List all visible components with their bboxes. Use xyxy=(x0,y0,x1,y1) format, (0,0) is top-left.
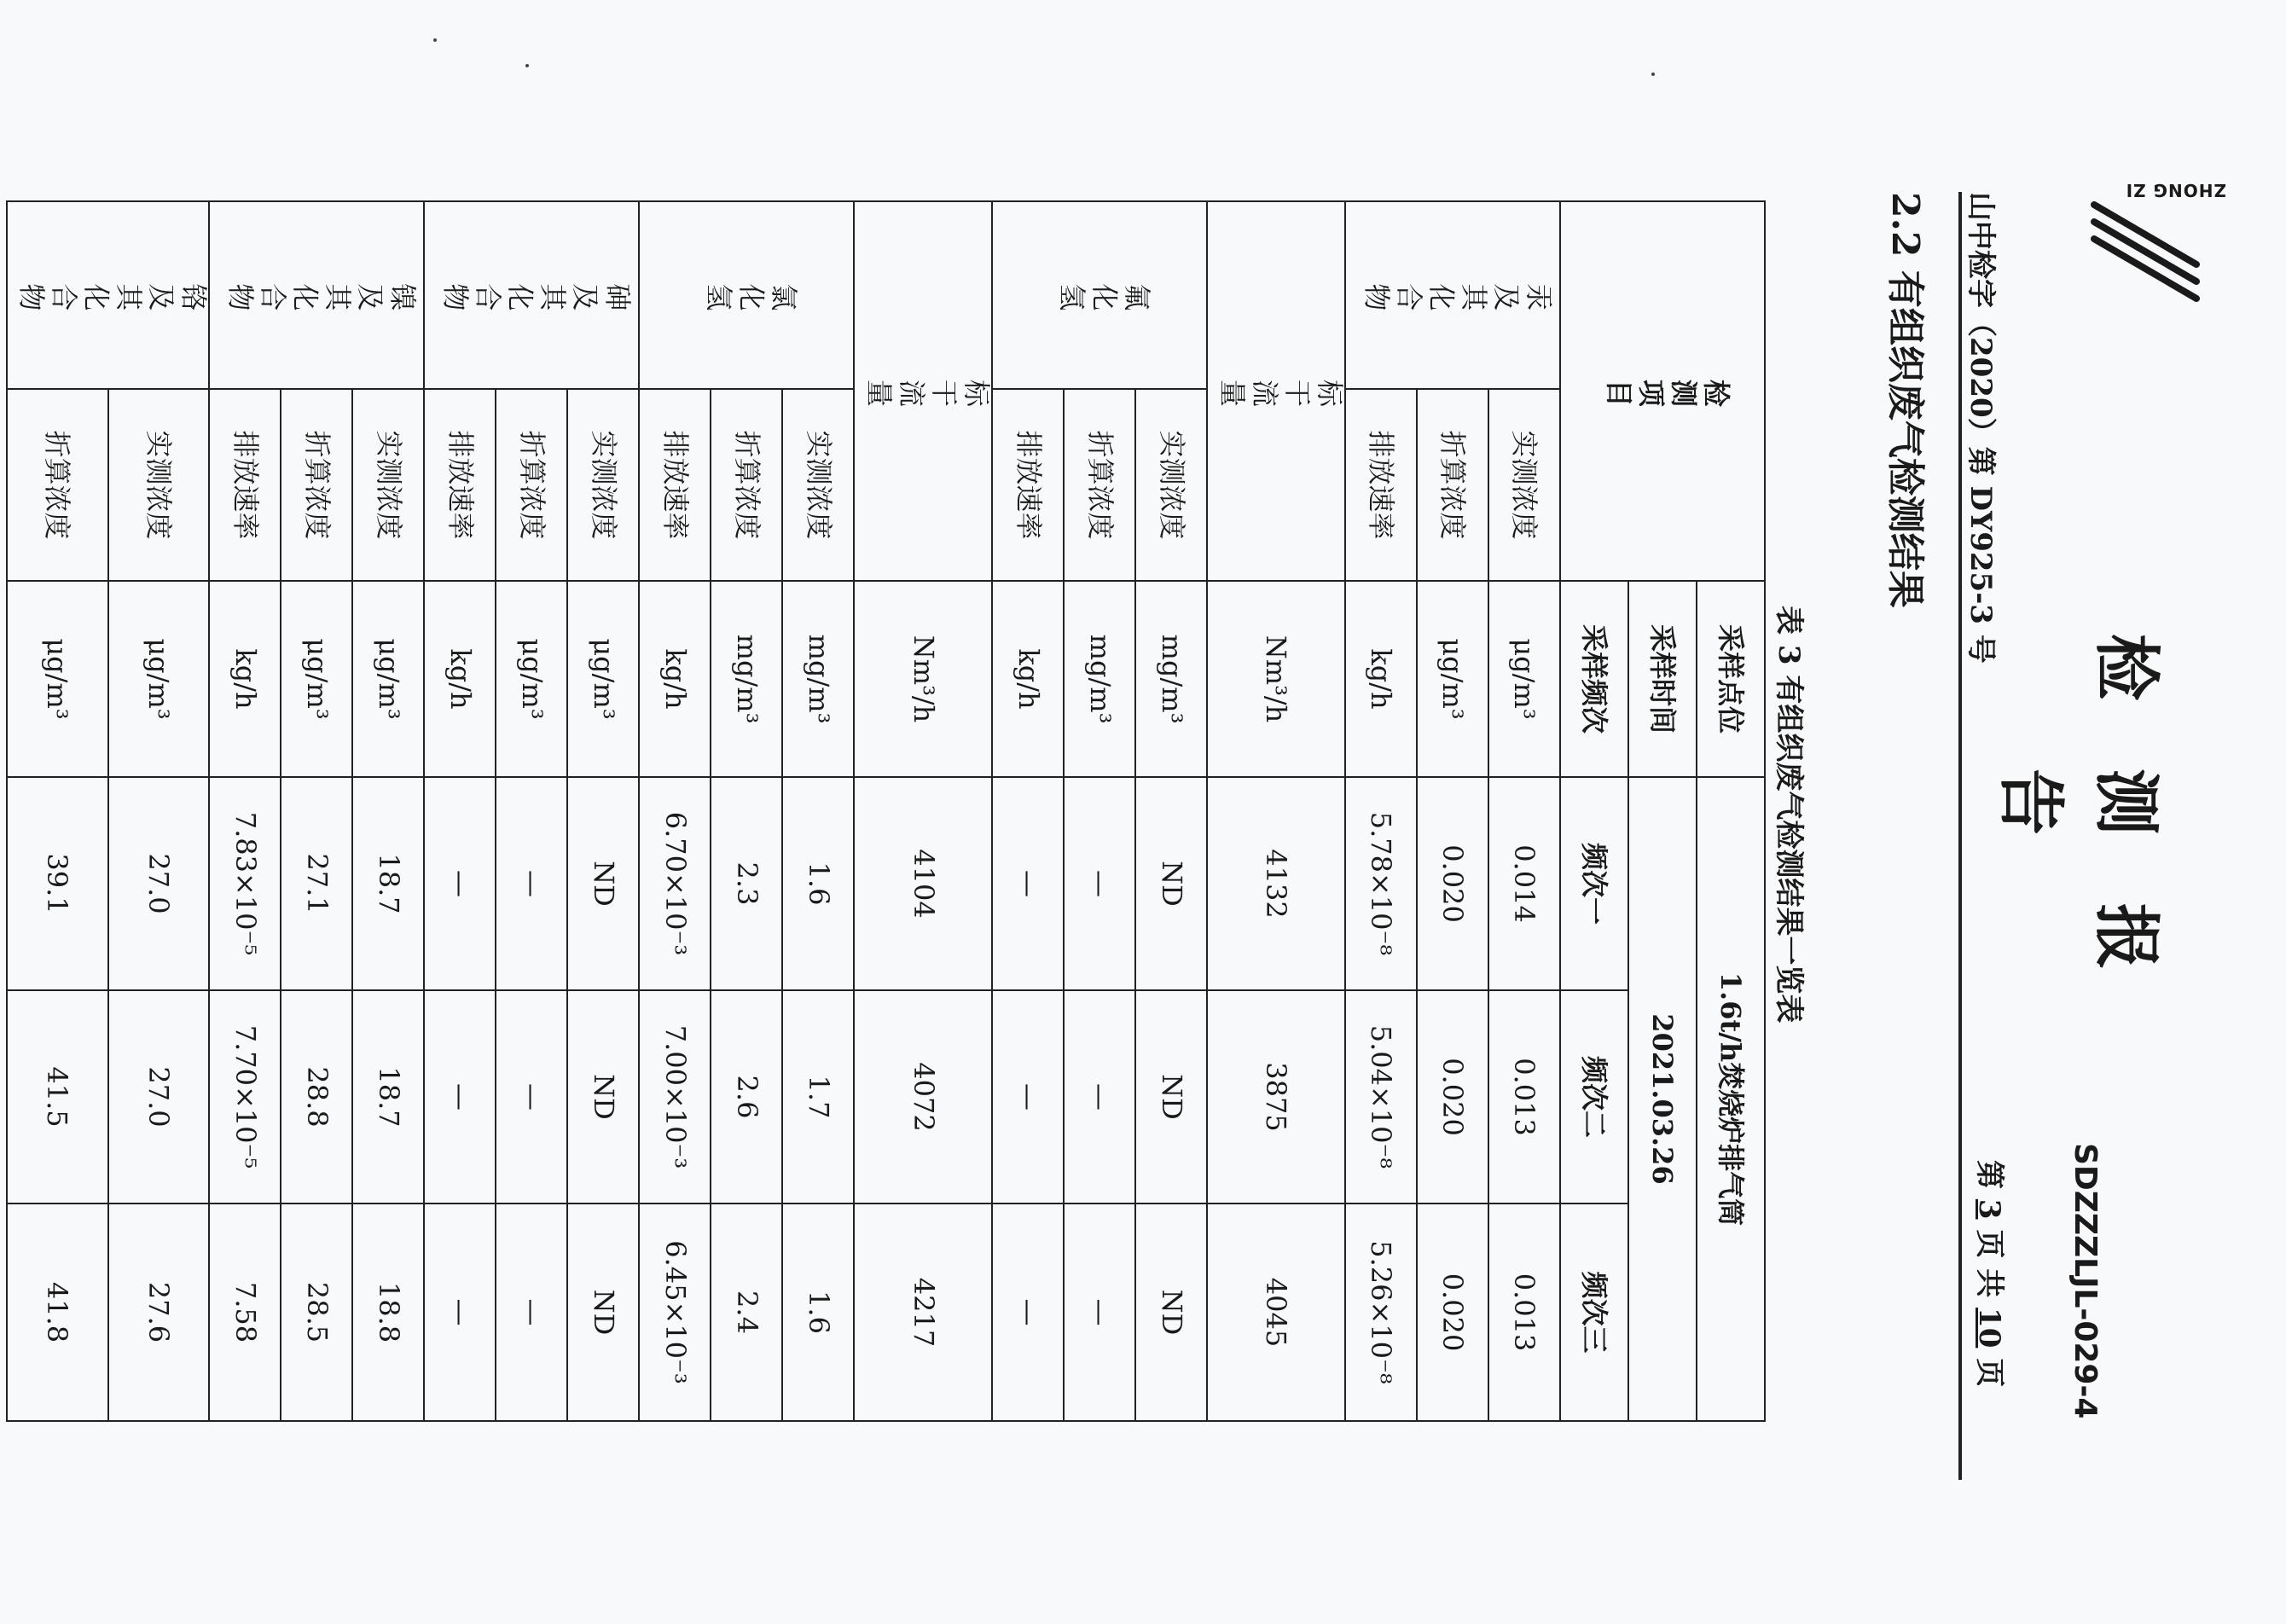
value-cell: 2.6 xyxy=(711,990,782,1204)
value-cell: 7.83×10⁻⁵ xyxy=(209,777,281,990)
group-cell xyxy=(854,201,992,581)
value-cell: 0.020 xyxy=(1417,777,1488,990)
value-cell: — xyxy=(424,990,496,1204)
value-cell: 6.45×10⁻³ xyxy=(639,1204,711,1421)
unit-cell: μg/m³ xyxy=(281,581,352,777)
results-table-body xyxy=(7,201,1765,1421)
page-mid: 页 共 xyxy=(1972,1229,2006,1298)
value-cell: 2.3 xyxy=(711,777,782,990)
freq-1: 频次一 xyxy=(1560,777,1628,990)
group-cell xyxy=(209,201,424,389)
unit-cell: μg/m³ xyxy=(567,581,639,777)
value-cell: 0.014 xyxy=(1488,777,1560,990)
report-number: 山中检字（2020）第 DY925-3 号 xyxy=(1964,192,1998,664)
sampling-time-value: 2021.03.26 xyxy=(1628,777,1697,1421)
value-cell: 3875 xyxy=(1207,990,1345,1204)
param-cell: 折算浓度 xyxy=(711,389,782,581)
value-cell: 18.8 xyxy=(352,1204,424,1421)
value-cell: 0.020 xyxy=(1417,1204,1488,1421)
unit-cell: Nm³/h xyxy=(1207,581,1345,777)
page-prefix: 第 xyxy=(1972,1160,2006,1189)
unit-cell: kg/h xyxy=(639,581,711,777)
value-cell: 41.8 xyxy=(7,1204,108,1421)
value-cell: 18.7 xyxy=(352,777,424,990)
value-cell: 27.1 xyxy=(281,777,352,990)
value-cell: 4104 xyxy=(854,777,992,990)
param-cell: 排放速率 xyxy=(1345,389,1417,581)
unit-cell: mg/m³ xyxy=(1135,581,1207,777)
value-cell: — xyxy=(992,990,1064,1204)
unit-cell: Nm³/h xyxy=(854,581,992,777)
unit-cell: kg/h xyxy=(209,581,281,777)
header-rule xyxy=(1958,192,1962,1480)
value-cell: 27.6 xyxy=(108,1204,210,1421)
table-row xyxy=(782,201,854,1421)
table-caption: 表 3 有组织废气检测结果一览表 xyxy=(1772,606,1806,1024)
param-cell: 实测浓度 xyxy=(108,389,210,581)
logo-text: ZHONG ZI xyxy=(2125,180,2226,200)
table-row xyxy=(854,201,992,1421)
value-cell: 1.7 xyxy=(782,990,854,1204)
scan-mark xyxy=(525,64,529,67)
group-label: 标干流量 xyxy=(1215,374,1344,408)
param-cell: 排放速率 xyxy=(992,389,1064,581)
value-cell: ND xyxy=(1135,1204,1207,1421)
group-label: 镍及其化合物 xyxy=(223,279,418,312)
table-row xyxy=(352,201,424,1421)
page-current: 3 xyxy=(1972,1198,2006,1220)
value-cell: 4045 xyxy=(1207,1204,1345,1421)
value-cell: 18.7 xyxy=(352,990,424,1204)
unit-cell: mg/m³ xyxy=(1064,581,1135,777)
scan-mark xyxy=(1651,72,1655,76)
value-cell: 39.1 xyxy=(7,777,108,990)
group-cell xyxy=(992,201,1207,389)
unit-cell: mg/m³ xyxy=(782,581,854,777)
table-row xyxy=(1207,201,1345,1421)
value-cell: — xyxy=(424,1204,496,1421)
param-cell: 折算浓度 xyxy=(281,389,352,581)
sampling-point-value: 1.6t/h焚烧炉排气筒 xyxy=(1697,777,1765,1421)
param-cell: 排放速率 xyxy=(424,389,496,581)
group-cell xyxy=(639,201,854,389)
document-code: SDZZZLJL-029-4 xyxy=(2068,1143,2103,1419)
value-cell: 4132 xyxy=(1207,777,1345,990)
table-row xyxy=(1135,201,1207,1421)
param-cell: 排放速率 xyxy=(209,389,281,581)
group-label: 砷及其化合物 xyxy=(438,279,633,312)
param-cell: 实测浓度 xyxy=(1488,389,1560,581)
value-cell: — xyxy=(992,1204,1064,1421)
group-label: 标干流量 xyxy=(862,374,992,408)
value-cell: — xyxy=(1064,1204,1135,1421)
value-cell: 7.00×10⁻³ xyxy=(639,990,711,1204)
value-cell: — xyxy=(496,777,567,990)
table-row xyxy=(108,201,210,1421)
item-header-cell xyxy=(1560,201,1765,581)
value-cell: — xyxy=(424,777,496,990)
group-label: 汞及其化合物 xyxy=(1358,279,1553,312)
value-cell: 0.013 xyxy=(1488,990,1560,1204)
value-cell: 4072 xyxy=(854,990,992,1204)
group-cell xyxy=(1345,201,1560,389)
value-cell: 1.6 xyxy=(782,1204,854,1421)
report-title: 检测报告 xyxy=(1992,633,2165,1038)
param-cell: 折算浓度 xyxy=(1064,389,1135,581)
value-cell: 5.04×10⁻⁸ xyxy=(1345,990,1417,1204)
unit-cell: μg/m³ xyxy=(108,581,210,777)
value-cell: 0.020 xyxy=(1417,990,1488,1204)
value-cell: — xyxy=(1064,990,1135,1204)
table-row xyxy=(567,201,639,1421)
value-cell: 5.78×10⁻⁸ xyxy=(1345,777,1417,990)
param-cell: 实测浓度 xyxy=(1135,389,1207,581)
value-cell: 1.6 xyxy=(782,777,854,990)
unit-cell: mg/m³ xyxy=(711,581,782,777)
param-cell: 实测浓度 xyxy=(782,389,854,581)
group-cell xyxy=(7,201,210,389)
scan-mark xyxy=(433,38,437,42)
value-cell: — xyxy=(496,1204,567,1421)
sampling-time-label: 采样时间 xyxy=(1628,581,1697,777)
value-cell: — xyxy=(1064,777,1135,990)
param-cell: 排放速率 xyxy=(639,389,711,581)
param-cell: 折算浓度 xyxy=(496,389,567,581)
unit-cell: kg/h xyxy=(424,581,496,777)
table-row xyxy=(1488,201,1560,1421)
group-label: 氟化氢 xyxy=(1054,279,1152,312)
group-label: 氯化氢 xyxy=(701,279,799,312)
unit-cell: μg/m³ xyxy=(1417,581,1488,777)
value-cell: 28.5 xyxy=(281,1204,352,1421)
value-cell: ND xyxy=(567,777,639,990)
sampling-point-label: 采样点位 xyxy=(1697,581,1765,777)
page-info xyxy=(1971,1160,2013,1387)
section-title: 2.2 有组织废气检测结果 xyxy=(1883,192,1927,608)
param-cell: 折算浓度 xyxy=(1417,389,1488,581)
value-cell: 41.5 xyxy=(7,990,108,1204)
freq-3: 频次三 xyxy=(1560,1204,1628,1421)
value-cell: 5.26×10⁻⁸ xyxy=(1345,1204,1417,1421)
param-cell: 折算浓度 xyxy=(7,389,108,581)
page-total: 10 xyxy=(1972,1308,2006,1348)
unit-cell: μg/m³ xyxy=(352,581,424,777)
page-suffix: 页 xyxy=(1972,1358,2006,1388)
value-cell: ND xyxy=(1135,777,1207,990)
unit-cell: kg/h xyxy=(992,581,1064,777)
group-cell xyxy=(1207,201,1345,581)
unit-cell: μg/m³ xyxy=(7,581,108,777)
value-cell: 27.0 xyxy=(108,777,210,990)
unit-cell: μg/m³ xyxy=(496,581,567,777)
value-cell: — xyxy=(992,777,1064,990)
value-cell: ND xyxy=(1135,990,1207,1204)
param-cell: 实测浓度 xyxy=(352,389,424,581)
value-cell: 7.70×10⁻⁵ xyxy=(209,990,281,1204)
param-cell: 实测浓度 xyxy=(567,389,639,581)
value-cell: 0.013 xyxy=(1488,1204,1560,1421)
sampling-freq-label: 采样频次 xyxy=(1560,581,1628,777)
value-cell: 28.8 xyxy=(281,990,352,1204)
unit-cell: μg/m³ xyxy=(1488,581,1560,777)
value-cell: 7.58 xyxy=(209,1204,281,1421)
freq-2: 频次二 xyxy=(1560,990,1628,1204)
value-cell: 4217 xyxy=(854,1204,992,1421)
value-cell: ND xyxy=(567,1204,639,1421)
value-cell: ND xyxy=(567,990,639,1204)
results-table xyxy=(6,200,1766,1422)
group-cell xyxy=(424,201,639,389)
group-label: 铬及其化合物 xyxy=(14,279,209,312)
zhongzi-logo xyxy=(2086,188,2213,307)
value-cell: 6.70×10⁻³ xyxy=(639,777,711,990)
value-cell: 27.0 xyxy=(108,990,210,1204)
value-cell: — xyxy=(496,990,567,1204)
unit-cell: kg/h xyxy=(1345,581,1417,777)
item-header: 检测项目 xyxy=(1600,374,1731,408)
value-cell: 2.4 xyxy=(711,1204,782,1421)
